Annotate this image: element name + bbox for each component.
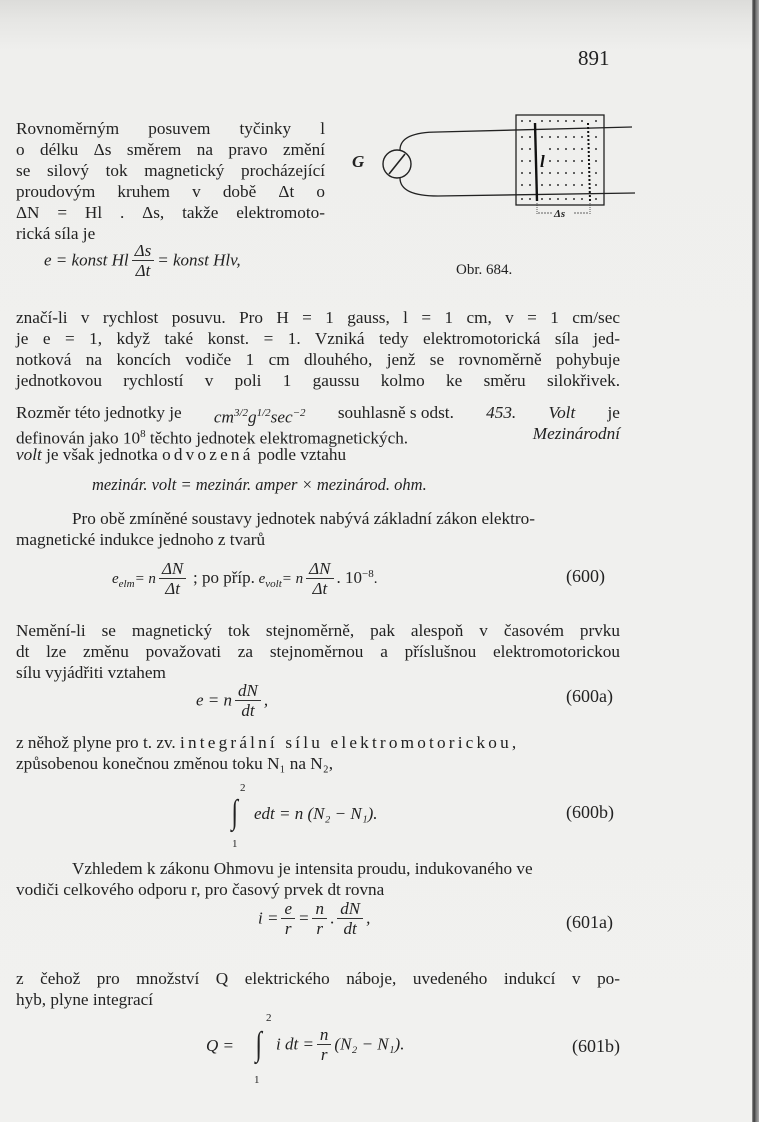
unit-dimension: $cm^{3/2}g^{1/2}\sec^{-2}$ bbox=[213, 407, 306, 427]
figure-caption: Obr. 684. bbox=[456, 262, 513, 278]
figure-684-diagram bbox=[380, 105, 640, 225]
equation-601b: Q = 2 ∫ 1 i dt = $\frac{n}{r}$ (N₂ − N₁). bbox=[206, 1012, 405, 1086]
integral-sign: ∫ bbox=[255, 1026, 262, 1063]
page-number: 891 bbox=[578, 46, 610, 70]
equation-number-601b: (601b) bbox=[572, 1036, 620, 1056]
equation-number-600a: (600a) bbox=[566, 686, 613, 706]
equation-600: $e_{elm}= n$ $\frac{\Delta N}{\Delta t}$ ; po příp. $e_{volt}= n$ $\frac{\Delta N}{\Delta t}$ . $10^{-8}$. bbox=[112, 559, 378, 598]
displacement-label: Δs bbox=[554, 208, 566, 220]
equation-international-volt: mezinár. volt = mezinár. amper × mezinárod. ohm. bbox=[92, 475, 427, 494]
equation-600b: 2 ∫ 1 edt = n (N₂ − N₁). bbox=[231, 782, 378, 850]
equation-601a: i = $\frac{e}{r}$ = $\frac{n}{r}$ . $\frac{dN}{dt}$ , bbox=[258, 899, 371, 938]
equation-number-600b: (600b) bbox=[566, 802, 614, 822]
rod-label: l bbox=[540, 152, 545, 171]
equation-number-601a: (601a) bbox=[566, 912, 613, 932]
integral-sign: ∫ bbox=[231, 794, 238, 831]
galvanometer-label: G bbox=[352, 152, 365, 171]
equation-600a: e = n $\frac{dN}{dt}$ , bbox=[196, 681, 269, 720]
equation-emf: e = konst Hl $\frac{\Delta s}{\Delta t}$ = konst Hlv, bbox=[44, 241, 241, 280]
book-page: 891 l Δs G Obr. 684. Rovnoměrným posuvem tyčinky l o délku Δs směrem na pravo změní se silový tok magnetický procházející proudovým kruhem v době Δt o ΔN = Hl . Δs, takže elektromoto- rická síla je e = konst Hl $\frac{\Delta s}{\Delta t}$ = konst Hlv, značí-li v rychlost posuvu. Pro H = 1 gauss, l = 1 cm, v = 1 cm/sec je e = 1, když také konst. = 1. Vzniká tedy elektromotorická síla jed- notková na koncích vodiče 1 cm dlouhého, jenž se rovnoměrně pohybuje jednotkovou rychlostí v poli 1 gaussu kolmo ke směru silokřivek. Rozměr této jednotky je $cm^{3/2}g^{1/2}\sec^{-2}$ souhlasně s odst. 453. Volt je definován jako $10^8$ těchto jednotek elektromagnetických. Mezinárodní volt je však jednotka odvozená podle vztahu mezinár. volt = mezinár. amper × mezinárod. ohm. Pro obě zmíněné soustavy jednotek nabývá základní zákon elektro- magnetické indukce jednoho z tvarů $e_{elm}= n$ $\frac{\Delta N}{\Delta t}$ ; po příp. $e_{volt}= n$ $\frac{\Delta N}{\Delta t}$ . $10^{-8}$. (600) Nemění-li se magnetický tok stejnoměrně, pak alespoň v časovém prvku dt lze změnu považovati za stejnoměrnou a příslušnou elektromotorickou sílu vyjádřiti vztahem e = n $\frac{dN}{dt}$ , (600a) z něhož plyne pro t. zv. integrální sílu elektromotorickou, způsobenou konečnou změnou toku N₁ na N₂, 2 ∫ 1 edt = n (N₂ − N₁). (600b) Vzhledem k zákonu Ohmovu je intensita proudu, indukovaného ve vodiči celkového odporu r, pro časový prvek dt rovna i = $\frac{e}{r}$ = $\frac{n}{r}$ . $\frac{dN}{dt}$ , (601a) z čehož pro množství Q elektrického náboje, uvedeného indukcí v po- hyb, plyne integrací Q = 2 ∫ 1 i dt = $\frac{n}{r}$ (N₂ − N₁). (601b) bbox=[0, 0, 752, 1122]
book-spine-edge bbox=[752, 0, 759, 1122]
equation-number-600: (600) bbox=[566, 566, 605, 586]
